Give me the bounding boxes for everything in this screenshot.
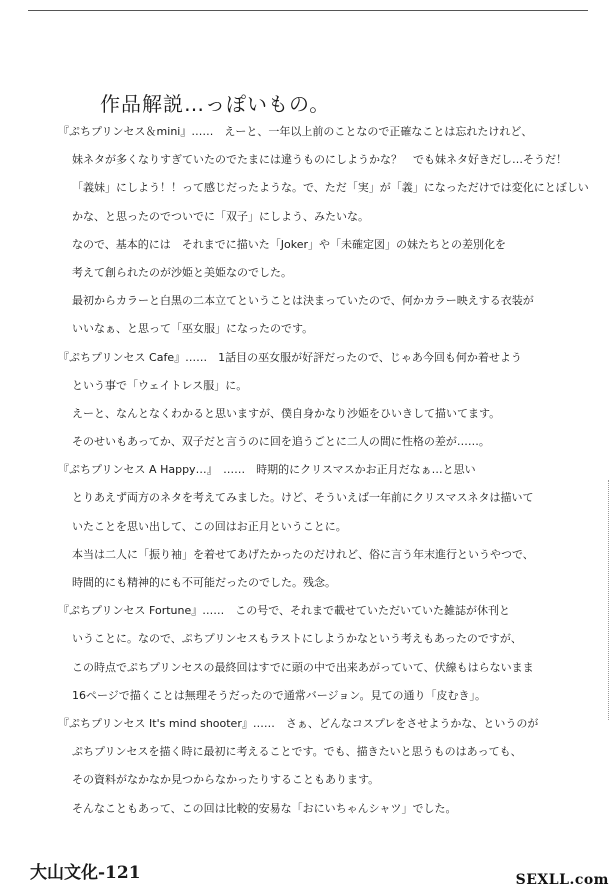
section-heading-line: 『ぷちプリンセス Fortune』…… この号で、それまで載せていただいていた雑誌が休刊と bbox=[58, 604, 511, 618]
text-line: という事で「ウェイトレス服」に。 bbox=[72, 378, 248, 392]
section-heading-line: 『ぷちプリンセス Cafe』…… 1話目の巫女服が好評だったので、じゃあ今回も何か着せよう bbox=[58, 350, 522, 364]
text-line: 本当は二人に「振り袖」を着せてあげたかったのだけれど、俗に言う年末進行というやつで、 bbox=[72, 547, 534, 561]
page-title: 作品解説…っぽいもの。 bbox=[100, 92, 331, 116]
text-line: 「義妹」にしよう！！って感じだったような。で、ただ「実」が「義」になっただけでは変化にとぼしい bbox=[72, 181, 589, 195]
section-heading-line: 『ぷちプリンセス A Happy…』 …… 時期的にクリスマスかお正月だなぁ…と思い bbox=[58, 463, 476, 477]
text-line: 考えて創られたのが沙姫と美姫なのでした。 bbox=[72, 265, 292, 279]
margin-rule bbox=[608, 480, 609, 720]
page-footer: 大山文化-121 bbox=[30, 863, 141, 883]
text-line: いうことに。なので、ぷちプリンセスもラストにしようかなという考えもあったのですが、 bbox=[72, 632, 522, 646]
top-rule bbox=[28, 10, 588, 11]
text-line: とりあえず両方のネタを考えてみました。けど、そういえば一年前にクリスマスネタは描いて bbox=[72, 491, 534, 505]
text-line: そんなこともあって、この回は比較的安易な「おにいちゃんシャツ」でした。 bbox=[72, 801, 457, 815]
text-line: そのせいもあってか、双子だと言うのに回を追うごとに二人の間に性格の差が……。 bbox=[72, 435, 490, 449]
text-line: なので、基本的には それまでに描いた「Joker」や「未確定図」の妹たちとの差別化を bbox=[72, 237, 507, 251]
text-line: 最初からカラーと白黒の二本立てということは決まっていたので、何かカラー映えする衣装が bbox=[72, 294, 534, 308]
text-line: 時間的にも精神的にも不可能だったのでした。残念。 bbox=[72, 576, 336, 589]
watermark: SEXLL.com bbox=[515, 872, 609, 888]
commentary-text bbox=[58, 118, 603, 823]
text-line: いいなぁ、と思って「巫女服」になったのです。 bbox=[72, 322, 314, 336]
text-line: 16ページで描くことは無理そうだったので通常バージョン。見ての通り「皮むき」。 bbox=[72, 688, 486, 702]
text-line: その資料がなかなか見つからなかったりすることもあります。 bbox=[72, 773, 380, 787]
text-line: いたことを思い出して、この回はお正月ということに。 bbox=[72, 519, 347, 533]
text-line: 妹ネタが多くなりすぎていたのでたまには違うものにしようかな？ でも妹ネタ好きだし…そうだ！ bbox=[72, 153, 567, 167]
section-heading-line: 『ぷちプリンセス＆mini』…… えーと、一年以上前のことなので正確なことは忘れたけれど、 bbox=[58, 125, 533, 138]
section-heading-line: 『ぷちプリンセス It's mind shooter』…… さぁ、どんなコスプレをさせようかな、というのが bbox=[58, 716, 539, 730]
text-line: かな、と思ったのでついでに「双子」にしよう、みたいな。 bbox=[72, 209, 369, 223]
text-line: えーと、なんとなくわかると思いますが、僕自身かなり沙姫をひいきして描いてます。 bbox=[72, 406, 501, 420]
text-line: ぷちプリンセスを描く時に最初に考えることです。でも、描きたいと思うものはあっても、 bbox=[72, 745, 522, 759]
text-line: この時点でぷちプリンセスの最終回はすでに頭の中で出来あがっていて、伏線もはらないまま bbox=[72, 660, 534, 674]
